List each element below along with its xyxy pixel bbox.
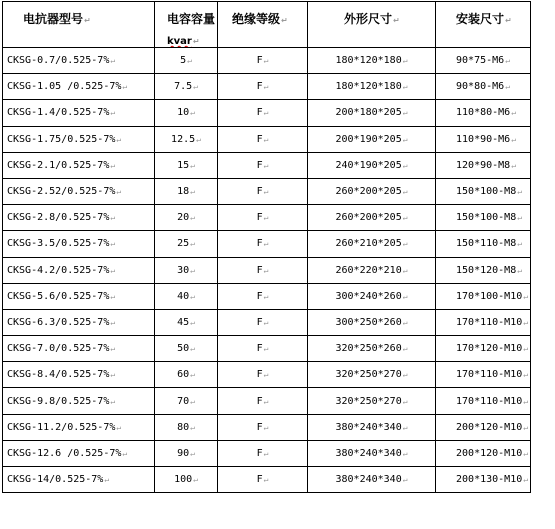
cell-insulation (218, 178, 308, 204)
cell-capacity (155, 467, 218, 493)
cell-mounting-text: 90*80-M6 (456, 81, 505, 93)
paragraph-mark-icon: ↵ (523, 396, 529, 406)
cell-mounting (436, 178, 531, 204)
cell-dimensions-text: 380*240*340 (335, 474, 402, 486)
cell-insulation (218, 100, 308, 126)
cell-insulation (218, 388, 308, 414)
cell-model-text: CKSG-5.6/0.525-7% (7, 290, 110, 302)
paragraph-mark-icon: ↵ (517, 187, 523, 197)
paragraph-mark-icon: ↵ (263, 160, 269, 170)
cell-model-text: CKSG-12.6 /0.525-7% (7, 447, 122, 459)
cell-model (3, 283, 155, 309)
cell-dimensions-text: 320*250*270 (335, 395, 402, 407)
table-row (3, 467, 531, 493)
cell-model (3, 388, 155, 414)
paragraph-mark-icon: ↵ (523, 291, 529, 301)
paragraph-mark-icon: ↵ (402, 56, 408, 66)
paragraph-mark-icon: ↵ (402, 265, 408, 275)
paragraph-mark-icon: ↵ (196, 134, 201, 144)
paragraph-mark-icon: ↵ (402, 239, 408, 249)
paragraph-mark-icon: ↵ (187, 56, 192, 66)
cell-mounting-text: 110*80-M6 (456, 107, 511, 119)
paragraph-mark-icon: ↵ (116, 134, 122, 144)
cell-model-text: CKSG-9.8/0.525-7% (7, 395, 110, 407)
cell-mounting-text: 150*100-M8 (456, 212, 517, 224)
cell-model (3, 362, 155, 388)
paragraph-mark-icon: ↵ (110, 213, 116, 223)
paragraph-mark-icon: ↵ (263, 56, 269, 66)
header-capacity (155, 2, 218, 48)
cell-model (3, 336, 155, 362)
cell-capacity (155, 336, 218, 362)
paragraph-mark-icon: ↵ (402, 82, 408, 92)
paragraph-mark-icon: ↵ (263, 448, 269, 458)
cell-dimensions-text: 380*240*340 (335, 421, 402, 433)
cell-model (3, 309, 155, 335)
cell-insulation (218, 414, 308, 440)
paragraph-mark-icon: ↵ (190, 422, 195, 432)
cell-model-text: CKSG-4.2/0.525-7% (7, 264, 110, 276)
cell-insulation-text: F (256, 55, 263, 67)
cell-capacity (155, 48, 218, 74)
paragraph-mark-icon: ↵ (517, 265, 523, 275)
cell-mounting-text: 170*120-M10 (456, 343, 523, 355)
cell-mounting (436, 467, 531, 493)
cell-insulation-text: F (256, 290, 263, 302)
cell-insulation (218, 205, 308, 231)
cell-model-text: CKSG-1.05 /0.525-7% (7, 81, 122, 93)
cell-dimensions-text: 320*250*270 (335, 369, 402, 381)
cell-dimensions (308, 414, 436, 440)
cell-mounting (436, 440, 531, 466)
cell-model-text: CKSG-6.3/0.525-7% (7, 316, 110, 328)
paragraph-mark-icon: ↵ (523, 448, 529, 458)
cell-capacity (155, 283, 218, 309)
cell-mounting (436, 283, 531, 309)
header-dimensions (308, 2, 436, 48)
cell-capacity (155, 205, 218, 231)
table-row (3, 440, 531, 466)
cell-capacity (155, 440, 218, 466)
cell-capacity-text: 80 (177, 421, 190, 433)
paragraph-mark-icon: ↵ (523, 422, 529, 432)
paragraph-mark-icon: ↵ (263, 422, 269, 432)
cell-mounting-text: 110*90-M6 (456, 133, 511, 145)
paragraph-mark-icon: ↵ (263, 291, 269, 301)
cell-dimensions (308, 257, 436, 283)
paragraph-mark-icon: ↵ (523, 344, 529, 354)
cell-capacity-text: 10 (177, 107, 190, 119)
cell-dimensions (308, 100, 436, 126)
cell-dimensions (308, 126, 436, 152)
cell-model-text: CKSG-7.0/0.525-7% (7, 343, 110, 355)
cell-capacity-text: 15 (177, 159, 190, 171)
paragraph-mark-icon: ↵ (402, 370, 408, 380)
cell-dimensions-text: 300*250*260 (335, 316, 402, 328)
cell-capacity (155, 309, 218, 335)
paragraph-mark-icon: ↵ (122, 82, 128, 92)
cell-model-text: CKSG-3.5/0.525-7% (7, 238, 110, 250)
cell-dimensions (308, 283, 436, 309)
paragraph-mark-icon: ↵ (110, 317, 116, 327)
paragraph-mark-icon: ↵ (110, 370, 116, 380)
paragraph-mark-icon: ↵ (116, 187, 122, 197)
cell-dimensions (308, 440, 436, 466)
paragraph-mark-icon: ↵ (190, 317, 195, 327)
paragraph-mark-icon: ↵ (505, 16, 512, 25)
cell-insulation (218, 440, 308, 466)
cell-model (3, 414, 155, 440)
cell-mounting (436, 74, 531, 100)
cell-model (3, 205, 155, 231)
cell-model-text: CKSG-2.1/0.525-7% (7, 159, 110, 171)
paragraph-mark-icon: ↵ (402, 448, 408, 458)
paragraph-mark-icon: ↵ (393, 16, 400, 25)
paragraph-mark-icon: ↵ (523, 475, 529, 485)
table-row (3, 283, 531, 309)
cell-capacity (155, 74, 218, 100)
paragraph-mark-icon: ↵ (110, 291, 116, 301)
paragraph-mark-icon: ↵ (193, 82, 198, 92)
paragraph-mark-icon: ↵ (511, 108, 517, 118)
table-row (3, 205, 531, 231)
table-row (3, 178, 531, 204)
paragraph-mark-icon: ↵ (523, 370, 529, 380)
paragraph-mark-icon: ↵ (402, 134, 408, 144)
cell-model (3, 74, 155, 100)
cell-model-text: CKSG-1.4/0.525-7% (7, 107, 110, 119)
paragraph-mark-icon: ↵ (263, 475, 269, 485)
cell-dimensions-text: 260*200*205 (335, 212, 402, 224)
cell-model (3, 178, 155, 204)
paragraph-mark-icon: ↵ (193, 475, 198, 485)
cell-model-text: CKSG-8.4/0.525-7% (7, 369, 110, 381)
cell-capacity-text: 70 (177, 395, 190, 407)
cell-capacity-text: 12.5 (171, 133, 196, 145)
cell-capacity-text: 18 (177, 186, 190, 198)
cell-insulation (218, 362, 308, 388)
cell-capacity (155, 362, 218, 388)
cell-dimensions (308, 74, 436, 100)
paragraph-mark-icon: ↵ (263, 265, 269, 275)
cell-insulation-text: F (256, 159, 263, 171)
paragraph-mark-icon: ↵ (192, 37, 200, 46)
cell-mounting (436, 362, 531, 388)
cell-mounting-text: 170*100-M10 (456, 290, 523, 302)
header-insulation-label: 绝缘等级 (232, 12, 281, 26)
cell-capacity (155, 257, 218, 283)
paragraph-mark-icon: ↵ (402, 213, 408, 223)
cell-capacity-text: 20 (177, 212, 190, 224)
table-row (3, 309, 531, 335)
cell-mounting (436, 309, 531, 335)
cell-capacity (155, 231, 218, 257)
cell-mounting (436, 231, 531, 257)
header-capacity-label: 电容容量 (167, 12, 216, 26)
cell-capacity-text: 40 (177, 290, 190, 302)
cell-mounting (436, 100, 531, 126)
cell-mounting (436, 48, 531, 74)
cell-dimensions-text: 200*180*205 (335, 107, 402, 119)
cell-insulation (218, 74, 308, 100)
cell-insulation-text: F (256, 107, 263, 119)
cell-dimensions (308, 178, 436, 204)
paragraph-mark-icon: ↵ (263, 396, 269, 406)
paragraph-mark-icon: ↵ (190, 448, 195, 458)
cell-insulation-text: F (256, 343, 263, 355)
cell-insulation (218, 336, 308, 362)
cell-mounting (436, 414, 531, 440)
cell-model-text: CKSG-14/0.525-7% (7, 474, 104, 486)
cell-insulation-text: F (256, 395, 263, 407)
cell-dimensions-text: 200*190*205 (335, 133, 402, 145)
paragraph-mark-icon: ↵ (263, 317, 269, 327)
paragraph-mark-icon: ↵ (190, 396, 195, 406)
paragraph-mark-icon: ↵ (263, 213, 269, 223)
cell-mounting-text: 120*90-M8 (456, 159, 511, 171)
table-row (3, 414, 531, 440)
cell-insulation-text: F (256, 186, 263, 198)
cell-insulation (218, 283, 308, 309)
cell-dimensions (308, 388, 436, 414)
cell-capacity-text: 50 (177, 343, 190, 355)
paragraph-mark-icon: ↵ (110, 396, 116, 406)
paragraph-mark-icon: ↵ (402, 422, 408, 432)
cell-mounting-text: 200*130-M10 (456, 474, 523, 486)
cell-insulation (218, 152, 308, 178)
paragraph-mark-icon: ↵ (263, 370, 269, 380)
cell-dimensions-text: 320*250*260 (335, 343, 402, 355)
spec-table-container (2, 1, 531, 493)
table-row (3, 74, 531, 100)
cell-insulation-text: F (256, 447, 263, 459)
paragraph-mark-icon: ↵ (402, 291, 408, 301)
paragraph-mark-icon: ↵ (505, 56, 511, 66)
paragraph-mark-icon: ↵ (110, 160, 116, 170)
paragraph-mark-icon: ↵ (190, 291, 195, 301)
cell-dimensions-text: 380*240*340 (335, 447, 402, 459)
cell-mounting-text: 170*110-M10 (456, 395, 523, 407)
cell-model (3, 152, 155, 178)
cell-insulation-text: F (256, 264, 263, 276)
paragraph-mark-icon: ↵ (84, 16, 91, 25)
paragraph-mark-icon: ↵ (190, 370, 195, 380)
cell-mounting-text: 150*110-M8 (456, 238, 517, 250)
cell-capacity (155, 388, 218, 414)
paragraph-mark-icon: ↵ (517, 213, 523, 223)
paragraph-mark-icon: ↵ (110, 265, 116, 275)
paragraph-mark-icon: ↵ (511, 134, 517, 144)
cell-capacity (155, 178, 218, 204)
cell-capacity-text: 30 (177, 264, 190, 276)
paragraph-mark-icon: ↵ (110, 239, 116, 249)
cell-model-text: CKSG-2.8/0.525-7% (7, 212, 110, 224)
cell-capacity (155, 414, 218, 440)
cell-insulation-text: F (256, 81, 263, 93)
paragraph-mark-icon: ↵ (402, 160, 408, 170)
cell-model (3, 48, 155, 74)
cell-capacity-text: 45 (177, 316, 190, 328)
cell-capacity-text: 100 (174, 474, 193, 486)
paragraph-mark-icon: ↵ (190, 344, 195, 354)
cell-model (3, 467, 155, 493)
paragraph-mark-icon: ↵ (190, 187, 195, 197)
reactor-spec-table (2, 1, 531, 493)
cell-mounting (436, 152, 531, 178)
cell-dimensions (308, 205, 436, 231)
paragraph-mark-icon: ↵ (190, 265, 195, 275)
paragraph-mark-icon: ↵ (402, 317, 408, 327)
header-capacity-unit: kvar (167, 36, 192, 47)
cell-insulation-text: F (256, 421, 263, 433)
paragraph-mark-icon: ↵ (263, 134, 269, 144)
cell-mounting-text: 170*110-M10 (456, 316, 523, 328)
paragraph-mark-icon: ↵ (511, 160, 517, 170)
paragraph-mark-icon: ↵ (122, 448, 128, 458)
cell-mounting-text: 150*120-M8 (456, 264, 517, 276)
cell-model (3, 126, 155, 152)
header-model-label: 电抗器型号 (23, 12, 84, 26)
paragraph-mark-icon: ↵ (190, 239, 195, 249)
paragraph-mark-icon: ↵ (190, 160, 195, 170)
cell-dimensions-text: 260*220*210 (335, 264, 402, 276)
paragraph-mark-icon: ↵ (263, 108, 269, 118)
paragraph-mark-icon: ↵ (263, 187, 269, 197)
paragraph-mark-icon: ↵ (190, 213, 195, 223)
cell-insulation (218, 126, 308, 152)
header-mounting (436, 2, 531, 48)
table-row (3, 152, 531, 178)
paragraph-mark-icon: ↵ (116, 422, 122, 432)
cell-model (3, 231, 155, 257)
cell-dimensions (308, 362, 436, 388)
paragraph-mark-icon: ↵ (517, 239, 523, 249)
paragraph-mark-icon: ↵ (402, 108, 408, 118)
cell-dimensions (308, 467, 436, 493)
paragraph-mark-icon: ↵ (402, 396, 408, 406)
table-row (3, 231, 531, 257)
paragraph-mark-icon: ↵ (263, 239, 269, 249)
table-row (3, 388, 531, 414)
cell-capacity-text: 25 (177, 238, 190, 250)
cell-insulation-text: F (256, 238, 263, 250)
cell-insulation-text: F (256, 369, 263, 381)
cell-insulation-text: F (256, 316, 263, 328)
table-row (3, 100, 531, 126)
cell-mounting (436, 257, 531, 283)
cell-capacity (155, 100, 218, 126)
paragraph-mark-icon: ↵ (110, 108, 116, 118)
cell-dimensions-text: 240*190*205 (335, 159, 402, 171)
cell-dimensions (308, 231, 436, 257)
cell-mounting (436, 126, 531, 152)
cell-capacity-text: 60 (177, 369, 190, 381)
cell-model-text: CKSG-11.2/0.525-7% (7, 421, 116, 433)
cell-mounting-text: 200*120-M10 (456, 447, 523, 459)
header-insulation (218, 2, 308, 48)
cell-mounting (436, 388, 531, 414)
cell-model (3, 257, 155, 283)
paragraph-mark-icon: ↵ (263, 82, 269, 92)
paragraph-mark-icon: ↵ (402, 187, 408, 197)
cell-insulation (218, 231, 308, 257)
cell-insulation (218, 467, 308, 493)
cell-mounting-text: 200*120-M10 (456, 421, 523, 433)
cell-model (3, 440, 155, 466)
table-row (3, 362, 531, 388)
paragraph-mark-icon: ↵ (110, 56, 116, 66)
paragraph-mark-icon: ↵ (402, 344, 408, 354)
paragraph-mark-icon: ↵ (263, 344, 269, 354)
paragraph-mark-icon: ↵ (281, 16, 288, 25)
cell-capacity-text: 90 (177, 447, 190, 459)
cell-model-text: CKSG-1.75/0.525-7% (7, 133, 116, 145)
cell-insulation-text: F (256, 133, 263, 145)
cell-mounting (436, 336, 531, 362)
cell-mounting-text: 150*100-M8 (456, 186, 517, 198)
cell-model (3, 100, 155, 126)
cell-dimensions-text: 260*200*205 (335, 186, 402, 198)
cell-insulation (218, 309, 308, 335)
cell-mounting-text: 170*110-M10 (456, 369, 523, 381)
cell-capacity (155, 126, 218, 152)
header-model (3, 2, 155, 48)
cell-insulation (218, 257, 308, 283)
paragraph-mark-icon: ↵ (104, 475, 110, 485)
cell-capacity-text: 5 (180, 55, 187, 67)
paragraph-mark-icon: ↵ (402, 475, 408, 485)
table-row (3, 257, 531, 283)
cell-capacity (155, 152, 218, 178)
cell-dimensions (308, 309, 436, 335)
paragraph-mark-icon: ↵ (523, 317, 529, 327)
cell-dimensions-text: 180*120*180 (335, 55, 402, 67)
paragraph-mark-icon: ↵ (190, 108, 195, 118)
cell-dimensions-text: 260*210*205 (335, 238, 402, 250)
cell-model-text: CKSG-0.7/0.525-7% (7, 55, 110, 67)
cell-dimensions (308, 152, 436, 178)
paragraph-mark-icon: ↵ (505, 82, 511, 92)
cell-capacity-text: 7.5 (174, 81, 193, 93)
header-mounting-label: 安装尺寸 (456, 12, 505, 26)
table-row (3, 336, 531, 362)
cell-mounting (436, 205, 531, 231)
cell-insulation-text: F (256, 212, 263, 224)
header-dimensions-label: 外形尺寸 (344, 12, 393, 26)
header-row (3, 2, 531, 48)
paragraph-mark-icon: ↵ (110, 344, 116, 354)
cell-dimensions (308, 336, 436, 362)
cell-insulation (218, 48, 308, 74)
cell-model-text: CKSG-2.52/0.525-7% (7, 186, 116, 198)
cell-dimensions-text: 180*120*180 (335, 81, 402, 93)
table-row (3, 48, 531, 74)
cell-insulation-text: F (256, 474, 263, 486)
cell-mounting-text: 90*75-M6 (456, 55, 505, 67)
cell-dimensions (308, 48, 436, 74)
table-row (3, 126, 531, 152)
cell-dimensions-text: 300*240*260 (335, 290, 402, 302)
